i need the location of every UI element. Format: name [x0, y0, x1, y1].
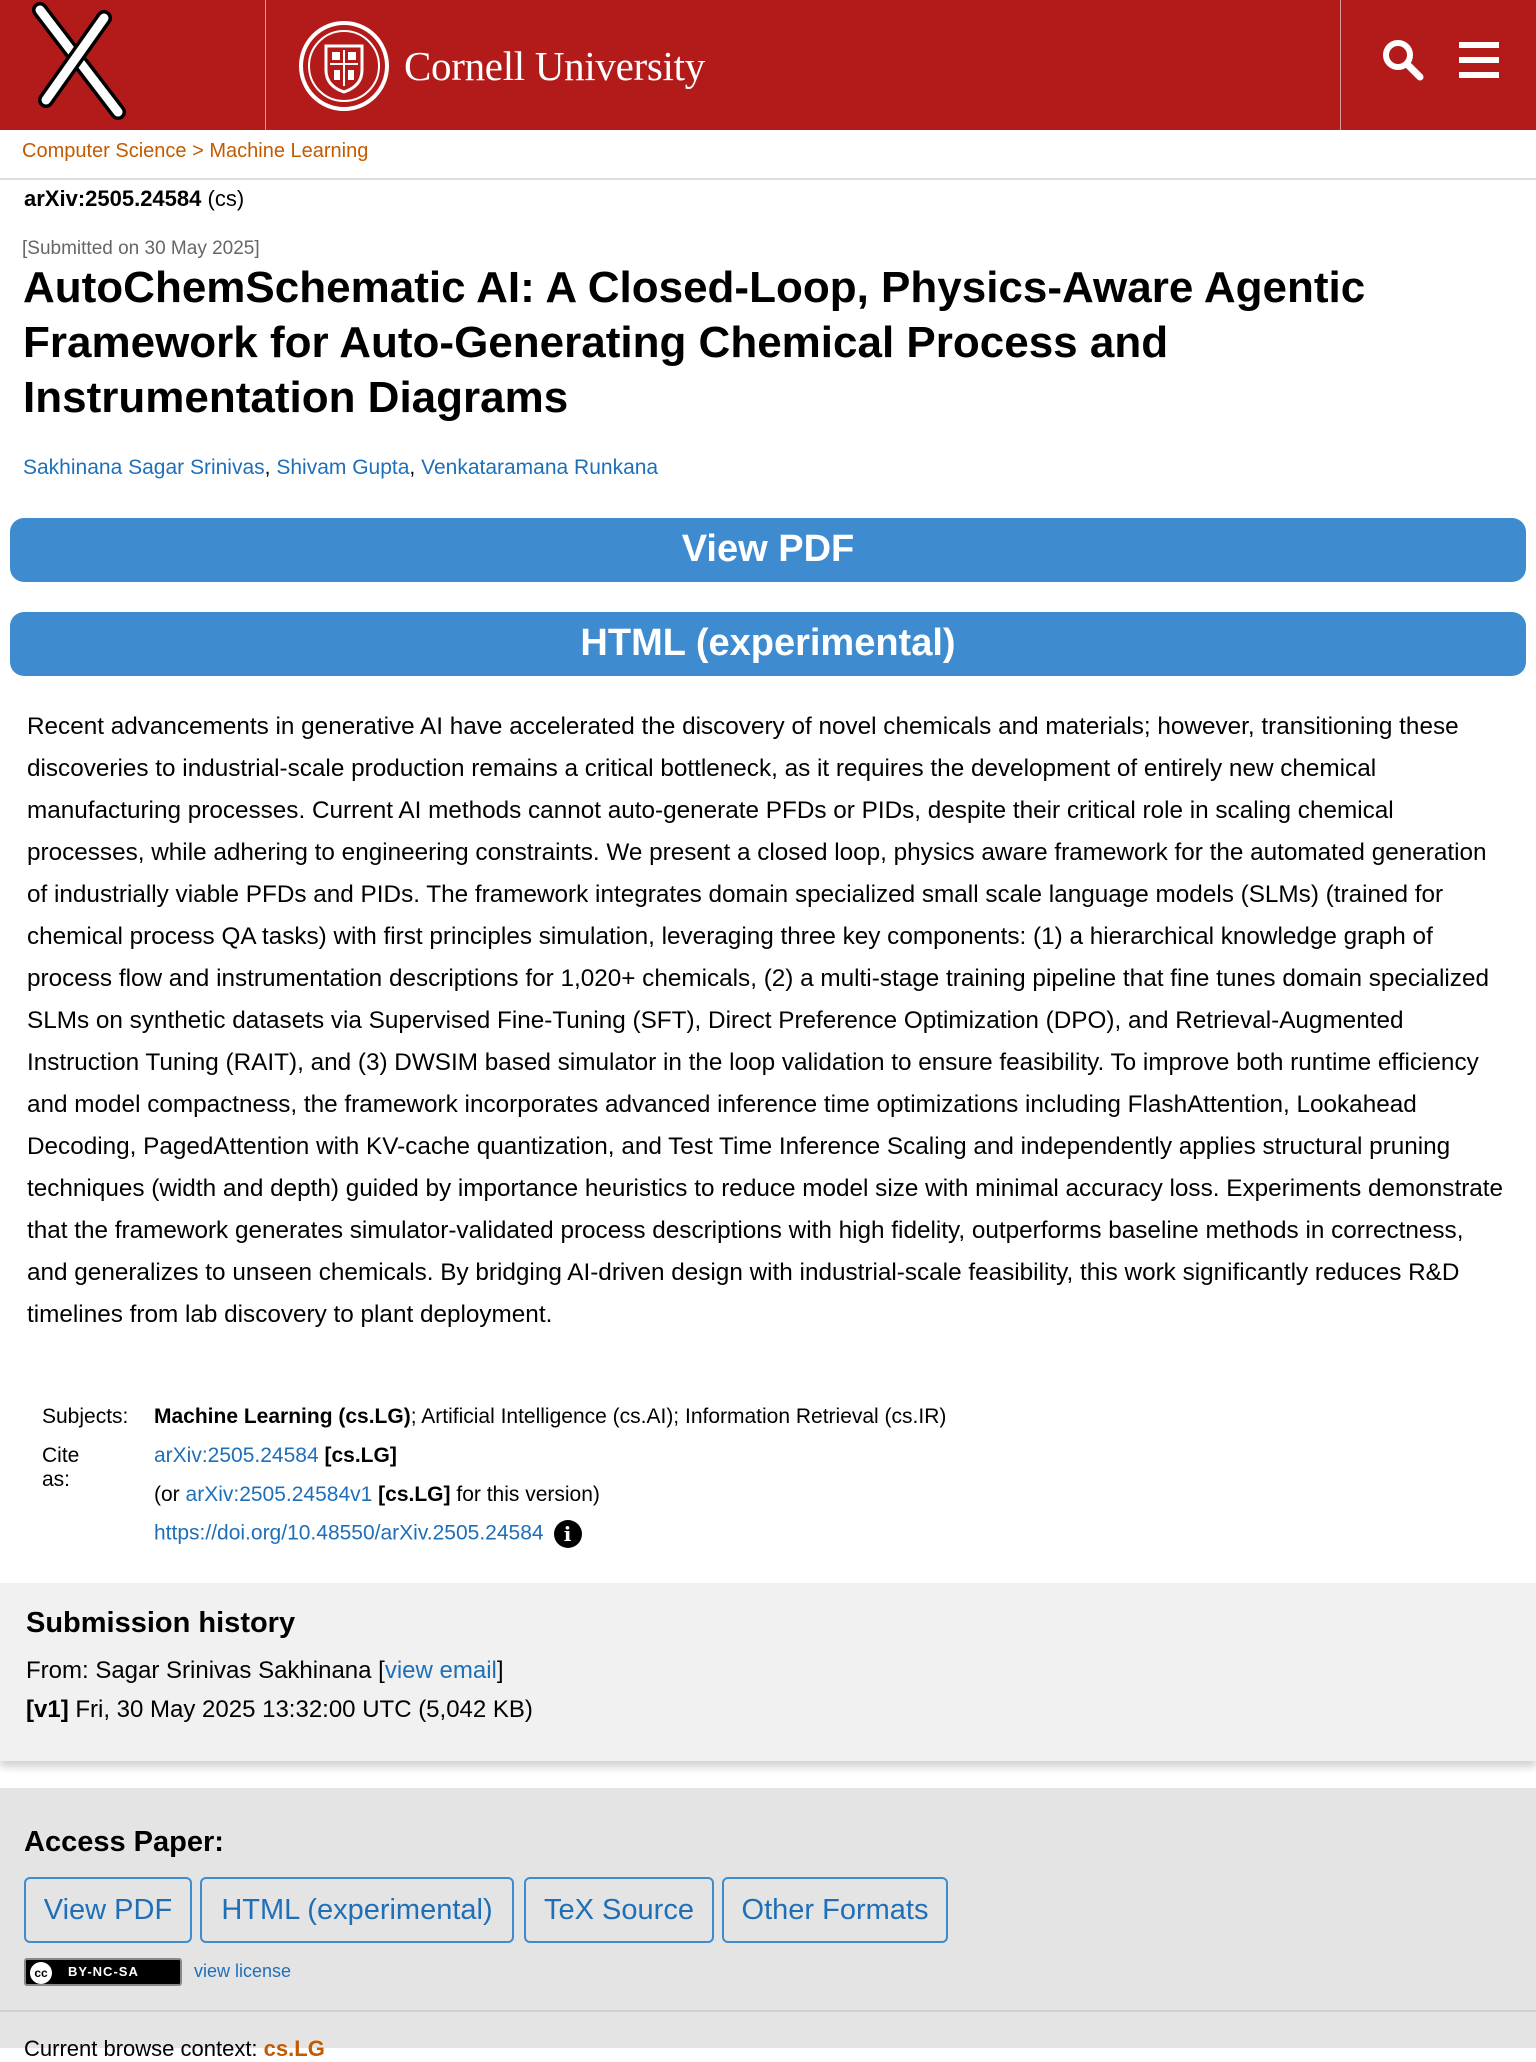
browse-context-link[interactable]: cs.LG — [263, 2036, 325, 2061]
info-icon[interactable]: i — [554, 1520, 582, 1548]
author-link[interactable]: Shivam Gupta — [276, 456, 410, 479]
view-email-link[interactable]: view email — [384, 1657, 497, 1684]
view-pdf-button[interactable]: View PDF — [10, 518, 1526, 582]
other-subjects: ; Artificial Intelligence (cs.AI); Information Retrieval (cs.IR) — [410, 1405, 947, 1428]
arxiv-id-label: arXiv:2505.24584 — [24, 186, 202, 211]
university-name: Cornell University — [404, 43, 705, 89]
version-prefix: (or — [154, 1483, 180, 1506]
access-paper-section — [0, 1788, 1536, 2061]
version-suffix: for this version) — [456, 1483, 600, 1506]
paper-title: AutoChemSchematic AI: A Closed-Loop, Physics-Aware Agentic Framework for Auto-Generating Chemical Process and Instrumentation Diagrams — [23, 263, 1366, 422]
search-button[interactable] — [1381, 38, 1425, 82]
cite-category: [cs.LG] — [324, 1444, 397, 1467]
subjects-label: Subjects: — [42, 1405, 129, 1428]
view-license-link[interactable]: view license — [194, 1961, 292, 1981]
version-detail: Fri, 30 May 2025 13:32:00 UTC (5,042 KB) — [68, 1696, 533, 1723]
primary-subject: Machine Learning (cs.LG) — [154, 1405, 411, 1428]
cite-label: Cite as: — [42, 1444, 80, 1491]
doi-link[interactable]: https://doi.org/10.48550/arXiv.2505.24584 — [154, 1521, 544, 1545]
license-badge-text: BY-NC-SA — [68, 1964, 139, 1979]
author-list — [23, 456, 658, 480]
access-tex-source-button[interactable]: TeX Source — [524, 1877, 714, 1943]
abstract-text: Recent advancements in generative AI have accelerated the discovery of novel chemicals and materials; however, transitioning these discoveries to industrial-scale production remains a critical bottleneck, as it requires the development of entirely new chemical manufacturing processes. Current AI methods cannot auto-generate PFDs or PIDs, despite their critical role in scaling chemical processes, while adhering to engineering constraints. We present a closed loop, physics aware framework for the automated generation of industrially viable PFDs and PIDs. The framework integrates domain specialized small scale language models (SLMs) (trained for chemical process QA tasks) with first principles simulation, leveraging three key components: (1) a hierarchical knowledge graph of process flow and instrumentation descriptions for 1,020+ chemicals, (2) a multi-stage training pipeline that fine tunes domain specialized SLMs on synthetic datasets via Supervised Fine-Tuning (SFT), Direct Preference Optimization (DPO), and Retrieval-Augmented Instruction Tuning (RAIT), and (3) DWSIM based simulator in the loop validation to ensure feasibility. To improve both runtime efficiency and model compactness, the framework incorporates advanced inference time optimizations including FlashAttention, Lookahead Decoding, PagedAttention with KV-cache quantization, and Test Time Inference Scaling and independently applies structural pruning techniques (width and depth) guided by importance heuristics to reduce model size with minimal accuracy loss. Experiments demonstrate that the framework generates simulator-validated process descriptions with high fidelity, outperforms baseline methods in correctness, and generalizes to unseen chemicals. By bridging AI-driven design with industrial-scale feasibility, this work significantly reduces R&D timelines from lab discovery to plant deployment. — [27, 713, 1504, 1328]
author-separator: , — [264, 456, 271, 479]
access-html-button[interactable]: HTML (experimental) — [200, 1877, 514, 1943]
site-header — [0, 0, 1536, 130]
version-category: [cs.LG] — [378, 1483, 451, 1506]
arxiv-identifier — [24, 186, 244, 212]
hamburger-menu-icon — [1457, 38, 1501, 82]
submission-history — [0, 1583, 1536, 1761]
breadcrumb-computer-science[interactable]: Computer Science — [22, 140, 187, 162]
access-other-formats-button[interactable]: Other Formats — [722, 1877, 948, 1943]
browse-context-label: Current browse context: — [24, 2036, 258, 2061]
author-separator: , — [409, 456, 416, 479]
browse-context — [24, 2036, 325, 2062]
cc-icon: cc — [30, 1962, 52, 1984]
menu-button[interactable] — [1457, 38, 1501, 82]
arxiv-category: (cs) — [207, 186, 245, 211]
access-view-pdf-button[interactable]: View PDF — [24, 1877, 192, 1943]
submission-date: [Submitted on 30 May 2025] — [22, 238, 260, 259]
history-version — [26, 1696, 533, 1724]
author-link[interactable]: Venkataramana Runkana — [421, 456, 659, 479]
history-from — [26, 1657, 504, 1685]
arxiv-x-logo-icon — [0, 0, 265, 130]
history-from-text: From: Sagar Srinivas Sakhinana [ — [26, 1657, 385, 1684]
cite-id-link[interactable]: arXiv:2505.24584 — [154, 1444, 319, 1467]
cc-license-badge[interactable] — [24, 1958, 182, 1986]
header-actions — [1340, 0, 1536, 130]
author-link[interactable]: Sakhinana Sagar Srinivas — [23, 456, 265, 479]
history-from-close: ] — [496, 1657, 504, 1684]
history-heading: Submission history — [26, 1607, 296, 1639]
section-divider — [0, 2010, 1536, 2012]
breadcrumb-machine-learning[interactable]: Machine Learning — [209, 140, 369, 162]
access-heading: Access Paper: — [24, 1826, 224, 1858]
html-experimental-button[interactable]: HTML (experimental) — [10, 612, 1526, 676]
version-tag: [v1] — [26, 1696, 69, 1723]
version-id-link[interactable]: arXiv:2505.24584v1 — [185, 1483, 373, 1506]
breadcrumb-separator: > — [192, 140, 204, 162]
cornell-seal-icon — [298, 20, 390, 112]
breadcrumb — [0, 130, 1536, 180]
cornell-university-link[interactable] — [298, 16, 705, 116]
arxiv-logo[interactable] — [0, 0, 266, 130]
search-icon — [1381, 38, 1425, 82]
